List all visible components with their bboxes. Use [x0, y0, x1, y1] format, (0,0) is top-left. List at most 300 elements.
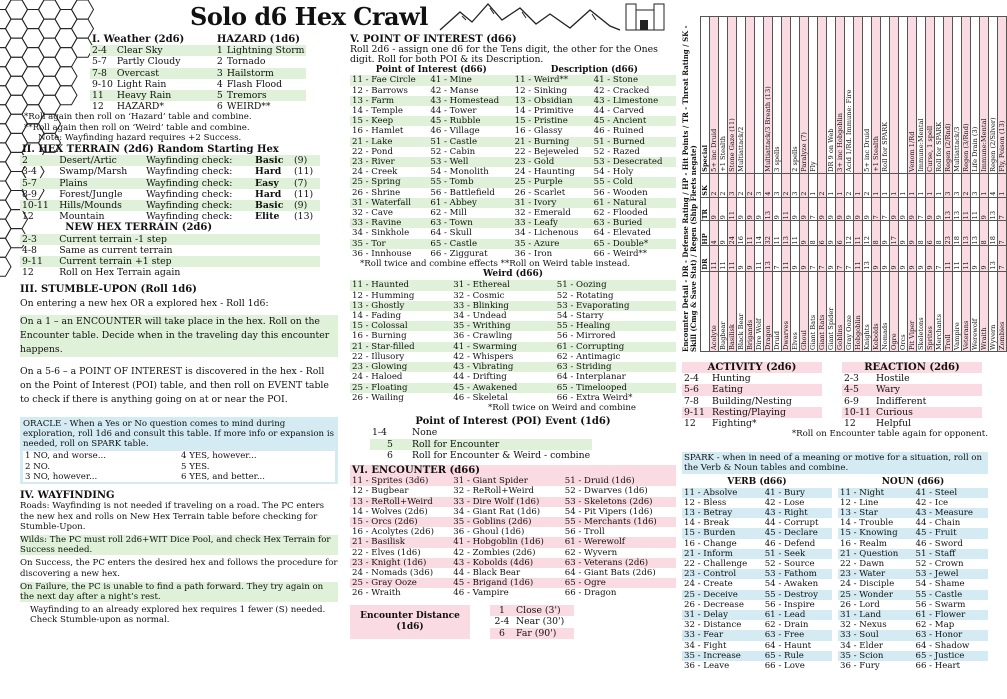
table-cell: 54 - Holy — [593, 167, 634, 178]
table-cell: 65 - Rule — [764, 650, 804, 661]
table-cell: 11 — [728, 197, 737, 221]
table-cell: 61 - Natural — [593, 197, 647, 208]
table-cell: 43 - Limestone — [593, 95, 659, 106]
table-cell: 23 - Water — [840, 569, 886, 580]
table-cell: Gray Ooze — [845, 271, 854, 351]
table-cell: 51 - Staff — [915, 548, 956, 559]
table-cell: 14 - Wolves (2d6) — [352, 506, 428, 517]
hex-cell — [0, 162, 11, 181]
table-row — [854, 17, 863, 352]
table-cell: 11 - Sprites (3d6) — [352, 476, 429, 487]
poi-event-table — [370, 427, 592, 461]
wayfinding-failure: On Failure, the PC is unable to find a path forward. They try again on the next day after a night’s rest. — [20, 582, 338, 602]
table-cell: 11 — [782, 246, 791, 271]
table-cell: 1 — [809, 173, 818, 197]
table-row: 2-3 Hostile — [844, 373, 910, 385]
table-cell: 61 - Lead — [764, 610, 806, 621]
table-cell: 11 — [971, 197, 980, 221]
new-terrain-heading: NEW HEX TERRAIN (2d6) — [65, 222, 213, 234]
table-cell: 2 — [818, 173, 827, 197]
table-row — [682, 508, 832, 518]
table-cell: 65 - Timelooped — [556, 382, 627, 393]
table-cell: 63 - Veterans (2d6) — [564, 557, 649, 568]
table-cell: 11 — [962, 246, 971, 271]
table-cell: Stone Gaze (11) — [728, 17, 737, 174]
table-cell: Immune:Mental — [980, 17, 989, 174]
table-cell: 26 - Wailing — [352, 392, 404, 403]
table-row — [350, 393, 676, 403]
table-header-cell: DR — [701, 246, 710, 271]
table-cell: 35 - Scion — [840, 650, 884, 661]
table-cell: 12 — [863, 221, 872, 246]
table-row — [838, 518, 988, 528]
table-cell: 41 - Mine — [430, 75, 472, 86]
table-cell: 9 — [917, 246, 926, 271]
table-row: 5-7 Partly Cloudy 2 Tornado — [92, 56, 266, 68]
table-row — [350, 588, 676, 598]
table-cell: 55 - Healing — [556, 321, 611, 332]
table-row — [350, 548, 676, 558]
hex-cell — [0, 86, 11, 105]
table-cell: 1 — [827, 173, 836, 197]
table-cell: 16 — [737, 221, 746, 246]
hex-cell — [0, 238, 11, 257]
table-cell: Ogre — [890, 271, 899, 351]
table-cell: 51 - Castle — [430, 136, 478, 147]
table-cell: 64 - Haunt — [764, 640, 812, 651]
table-cell: +1 Stealth — [872, 17, 881, 174]
table-cell: 34 - Undead — [453, 311, 507, 322]
spark-text: SPARK - when in need of a meaning or motive for a situation, roll on the Verb & Noun tables and combine. — [682, 452, 988, 474]
table-cell: 26 - Decrease — [684, 599, 744, 610]
table-cell: 1 — [836, 173, 845, 197]
table-cell: 44 - Drifting — [453, 372, 507, 383]
table-row: 12 Roll on Hex Terrain again — [22, 267, 181, 279]
table-cell: 9 — [746, 246, 755, 271]
table-cell: 52 - Cabin — [430, 146, 476, 157]
table-cell: 2 — [737, 173, 746, 197]
table-cell: 9 — [908, 246, 917, 271]
table-cell: 24 - Nomads (3d6) — [352, 567, 434, 578]
oracle-text: ORACLE - When a Yes or No question comes to mind during exploration, roll 1d6 and consult this table. If more info or expansion is needed, roll on SPARK table. — [23, 418, 334, 450]
table-cell: 24 - Creek — [352, 167, 398, 178]
table-cell: 23 - Control — [684, 569, 737, 580]
table-cell: 51 - Burned — [593, 136, 645, 147]
table-cell: 56 - Swarm — [915, 599, 966, 610]
table-row — [971, 17, 980, 352]
table-cell: 44 - Tower — [430, 106, 477, 117]
table-cell: 1 — [926, 173, 935, 197]
table-row: 6 Roll for Encounter & Weird - combine — [387, 449, 591, 461]
table-cell: 53 - Evaporating — [556, 300, 630, 311]
table-cell: 3 — [755, 173, 764, 197]
table-cell: 62 - Map — [915, 620, 955, 631]
table-cell: 66 - Extra Weird* — [556, 392, 633, 403]
table-cell: 4 — [764, 173, 773, 197]
table-cell: 46 - Ruined — [593, 126, 644, 137]
table-row — [350, 188, 676, 198]
table-header-cell: TR — [701, 197, 710, 221]
table-cell: 13 — [953, 197, 962, 221]
table-cell: 2 — [710, 173, 719, 197]
table-cell: 22 - Elves (1d6) — [352, 547, 421, 558]
table-cell: 12 - Humming — [352, 290, 415, 301]
table-cell: 51 - Oozing — [556, 280, 607, 291]
table-row — [682, 518, 832, 528]
table-cell: 25 - Gray Ooze — [352, 578, 417, 589]
weather-table — [90, 34, 306, 112]
table-row: 5-6 Eating — [682, 384, 822, 395]
poi-event-heading: Point of Interest (POI) Event (1d6) — [415, 416, 611, 428]
table-row — [350, 558, 676, 568]
table-cell: 12 - Barrows — [352, 85, 408, 96]
table-row — [350, 157, 676, 167]
table-row — [350, 372, 676, 382]
table-cell: Regen (2/Silver) — [989, 17, 998, 174]
table-row — [838, 600, 988, 610]
table-cell: 61 - Corrupting — [556, 341, 625, 352]
table-cell: 42 - Zombies (2d6) — [453, 547, 536, 558]
table-cell: 65 - Justice — [915, 650, 965, 661]
table-row — [764, 17, 773, 352]
table-cell: 9 — [755, 197, 764, 221]
table-cell: 11 - Absolve — [684, 487, 738, 498]
table-cell — [899, 17, 908, 174]
table-cell: 12 - Bugbear — [352, 486, 409, 497]
table-row — [350, 137, 676, 147]
table-cell: 5+ inc Druid — [863, 17, 872, 174]
table-cell: 44 - Black Bear — [453, 567, 521, 578]
table-cell: 33 - Leafy — [514, 218, 558, 229]
table-cell: 7 — [917, 197, 926, 221]
table-cell: 7 — [935, 246, 944, 271]
table-cell: 32 — [764, 221, 773, 246]
table-cell — [818, 17, 827, 174]
table-cell: 42 - Whispers — [453, 351, 514, 362]
hex-cell — [0, 257, 11, 276]
hex-cell — [0, 10, 11, 29]
table-cell: Giant Spider — [827, 271, 836, 351]
hazard-heading: HAZARD (1d6) — [216, 34, 300, 45]
table-cell: 7 — [809, 246, 818, 271]
table-row: 4-8 Same as current terrain — [22, 244, 173, 256]
verb-heading: VERB (d66) — [727, 477, 787, 488]
table-cell: 11 — [782, 197, 791, 221]
table-cell: Skeletons — [917, 271, 926, 351]
table-cell: 32 - Nexus — [840, 620, 887, 631]
table-cell: Roll for SPARK — [935, 17, 944, 174]
hex-cell — [0, 29, 11, 48]
table-cell: Pit Viper — [908, 271, 917, 351]
table-row: 9-11 Current terrain +1 step — [20, 256, 320, 267]
encounter-table — [350, 476, 676, 598]
table-cell: 31 - Delay — [684, 610, 729, 621]
table-row — [682, 569, 832, 579]
table-cell: 53 - Well — [430, 157, 469, 168]
table-cell: 41 - Swarming — [453, 341, 518, 352]
table-row — [350, 383, 676, 393]
table-row — [838, 620, 988, 630]
table-cell: 8 — [872, 221, 881, 246]
table-row — [350, 291, 676, 301]
table-row — [682, 559, 832, 569]
table-cell: 26 - Shrine — [352, 187, 401, 198]
table-cell: 9 — [800, 197, 809, 221]
weird-note: *Roll twice on Weird and combine — [487, 402, 636, 413]
table-cell: 3 spells — [773, 17, 782, 174]
wayfinding-explored: Wayfinding to an already explored hex requires 1 fewer (S) needed. Check Stumble-upon as normal. — [30, 605, 326, 626]
table-cell: 66 - Weird** — [593, 248, 648, 259]
table-cell: 55 - Castle — [915, 589, 963, 600]
table-row — [908, 17, 917, 352]
table-row — [890, 17, 899, 352]
table-cell: 41 - Steel — [915, 487, 958, 498]
table-cell: 63 - Buried — [593, 218, 643, 229]
table-cell: 12 — [845, 221, 854, 246]
table-row — [838, 508, 988, 518]
reaction-heading: REACTION (2d6) — [842, 362, 982, 373]
table-cell: 46 - Sword — [915, 538, 963, 549]
table-cell: 36 - Innhouse — [352, 248, 412, 259]
hex-terrain-table — [20, 144, 320, 278]
table-row — [989, 17, 998, 352]
table-row — [926, 17, 935, 352]
table-cell: 61 - Flower — [915, 610, 966, 621]
table-cell: 8 — [917, 221, 926, 246]
table-cell: Multiattack/2 — [737, 17, 746, 174]
table-row — [838, 610, 988, 620]
table-row — [350, 342, 676, 352]
table-cell: 26 - Wraith — [352, 588, 401, 599]
activity-reaction — [682, 362, 988, 439]
table-cell: 8 — [980, 221, 989, 246]
table-cell: 11 — [962, 197, 971, 221]
table-cell: 66 - Dragon — [564, 588, 617, 599]
table-cell: 53 - Jewel — [915, 569, 959, 580]
table-row — [350, 311, 676, 321]
hex-cell — [0, 124, 11, 143]
table-cell: 7 — [773, 246, 782, 271]
table-cell: 23 - Gold — [514, 157, 555, 168]
terrain-heading: II. HEX TERRAIN (2d6) Random Starting Hex — [22, 144, 279, 156]
table-cell: 64 - Shadow — [915, 640, 970, 651]
column-left — [20, 34, 338, 626]
table-cell: 22 - Dawn — [840, 559, 885, 570]
table-cell: Fly — [809, 17, 818, 174]
table-cell: 54 - Awaken — [764, 579, 819, 590]
table-cell: 16 - Change — [684, 538, 737, 549]
table-cell: 9 — [881, 221, 890, 246]
table-cell: 55 - Tomb — [430, 177, 474, 188]
table-cell: 42 - Lose — [764, 497, 805, 508]
table-cell: 2 — [782, 173, 791, 197]
table-cell: 25 - Spring — [352, 177, 401, 188]
table-cell: 3 — [953, 173, 962, 197]
table-cell: 2 — [746, 173, 755, 197]
table-cell: 11 — [755, 246, 764, 271]
table-row: 5 Roll for Encounter — [370, 439, 592, 450]
table-cell: 26 - Scarlet — [514, 187, 566, 198]
activity-table — [682, 362, 822, 429]
table-cell: Fly, Poison (13) — [998, 17, 1007, 174]
table-cell: 54 - Starry — [556, 311, 604, 322]
table-cell: 11 — [719, 246, 728, 271]
verb-table — [682, 477, 832, 671]
table-cell: 34 - Fight — [684, 640, 727, 651]
table-cell: Ghoul — [800, 271, 809, 351]
table-cell: 62 - Flooded — [593, 208, 649, 219]
hex-cell — [0, 67, 11, 86]
table-row — [782, 17, 791, 352]
column-middle — [350, 34, 676, 639]
table-cell: 16 - Hamlet — [352, 126, 404, 137]
table-cell: 9 — [926, 197, 935, 221]
table-row — [838, 539, 988, 549]
table-cell: 36 - Ghoul (1d6) — [453, 527, 525, 538]
table-cell: 21 - Question — [840, 548, 899, 559]
table-cell: 15 - Burden — [684, 528, 736, 539]
table-cell: 41 - Hobgoblin (1d6) — [453, 537, 544, 548]
table-cell: 54 - Monolith — [430, 167, 489, 178]
table-row: 9-10 Light Rain 4 Flash Flood — [92, 78, 283, 90]
wayfinding-heading: IV. WAYFINDING — [20, 490, 115, 502]
table-cell: 13 — [863, 246, 872, 271]
table-row — [818, 17, 827, 352]
table-cell: 45 - Brigand (1d6) — [453, 578, 534, 589]
table-cell: 63 - Free — [764, 630, 805, 641]
table-row — [350, 507, 676, 517]
table-row — [350, 362, 676, 372]
table-cell: 9 — [773, 197, 782, 221]
table-cell: 51 - Seek — [764, 548, 806, 559]
table-header-cell: HP — [701, 221, 710, 246]
table-cell: 9 — [890, 246, 899, 271]
table-cell: 64 - Elevated — [593, 228, 652, 239]
table-row — [719, 17, 728, 352]
table-cell: 9 — [737, 246, 746, 271]
wayfinding-roads: Roads: Wayfinding is not needed if traveling on a road. The PC enters the new hex and rolls on New Hex Terrain table before checking for Stumble-Upon. — [20, 501, 325, 532]
table-row — [682, 528, 832, 538]
table-cell: 34 - Elder — [840, 640, 884, 651]
table-cell: 9 — [872, 246, 881, 271]
table-row — [737, 17, 746, 352]
table-cell: 14 - Primitive — [514, 106, 574, 117]
table-cell: Zombies — [998, 271, 1007, 351]
table-cell: Dire Wolf — [755, 271, 764, 351]
table-row — [838, 590, 988, 600]
table-cell: 31 - Ethereal — [453, 280, 511, 291]
table-cell: 23 - Knight (1d6) — [352, 557, 427, 568]
table-row: 12 Fighting* — [684, 418, 757, 430]
table-row — [350, 75, 676, 85]
table-cell: Giant Bats — [809, 271, 818, 351]
table-cell: 25 - Purple — [514, 177, 563, 188]
table-row — [682, 600, 832, 610]
table-cell: 62 - Drain — [764, 620, 809, 631]
table-cell: 8 — [809, 221, 818, 246]
table-row: 1-4 None — [372, 427, 438, 439]
stumble-poi-text: On a 5-6 – a POINT OF INTEREST is discovered in the hex - Roll on the Point of Interest (POI) table, and then roll on EVENT table to check if there is anything going on at or near the POI. — [20, 365, 329, 405]
table-cell — [854, 17, 863, 174]
table-cell: 41 - Stone — [593, 75, 639, 86]
table-cell: 9 — [908, 197, 917, 221]
table-cell: 11 - Weird** — [514, 75, 569, 86]
table-row: 11 Heavy Rain 5 Tremors — [90, 90, 306, 101]
table-row — [710, 17, 719, 352]
table-cell: 15 - Colossal — [352, 321, 408, 332]
table-header-row — [701, 17, 710, 352]
table-cell: 1 — [908, 173, 917, 197]
table-cell: 15 - Pristine — [514, 116, 568, 127]
table-row: 2-4 Hunting — [684, 373, 751, 385]
hex-cell — [0, 143, 11, 162]
table-cell: 9 — [719, 221, 728, 246]
wayfinding-wilds: Wilds: The PC must roll 2d6+WIT Dice Pool, and check Hex Terrain for Success needed. — [20, 535, 338, 555]
table-cell: 4 — [989, 173, 998, 197]
table-row — [350, 497, 676, 507]
table-row — [838, 630, 988, 640]
table-cell: 13 - Obsidian — [514, 95, 573, 106]
table-cell: 32 - Distance — [684, 620, 742, 631]
encounter-detail-caption: Encounter Detail - DR - Defense Rating / HP - Hit Points / TR - Threat Rating / SK - Skill (Cmg & Save Stat) / Regen (Ship Fleets negate) — [681, 25, 698, 352]
table-cell: Nomads — [881, 271, 890, 351]
reaction-note: *Roll on Encounter table again for opponent. — [791, 429, 988, 440]
table-cell: 13 - ReRoll+Weird — [352, 496, 433, 507]
table-cell: 45 - Declare — [764, 528, 818, 539]
table-cell: 9 — [827, 246, 836, 271]
table-cell: 8 — [935, 221, 944, 246]
table-row — [350, 301, 676, 311]
table-cell: 1 — [998, 173, 1007, 197]
table-row — [682, 549, 832, 559]
table-cell: 7 — [998, 221, 1007, 246]
table-row — [682, 610, 832, 620]
table-cell: 9 — [980, 197, 989, 221]
table-cell: 33 - Blinking — [453, 300, 509, 311]
table-row: 2 NO. 5 YES. — [25, 461, 210, 472]
wayfinding-success: On Success, the PC enters the desired hex and follows the procedure for discovering a new hex. — [20, 558, 338, 579]
table-cell: 46 - Defend — [764, 538, 816, 549]
table-cell: Acolyte — [710, 271, 719, 351]
table-cell: 9 — [827, 221, 836, 246]
table-cell: 31 - Land — [840, 610, 882, 621]
table-cell: 56 - Wooden — [593, 187, 648, 198]
table-row — [838, 651, 988, 661]
table-row: 2 Desert/Artic Wayfinding check: Basic (9) — [20, 155, 320, 166]
encounter-heading: VI. ENCOUNTER (d66) — [350, 465, 676, 476]
stumble-encounter-text: On a 1 – an ENCOUNTER will take place in the hex. Roll on the Encounter table. Decide when in the traveling day this encounter happens. — [20, 315, 338, 357]
table-row: 1 NO, and worse... 4 YES, however... — [25, 451, 257, 462]
table-cell: 14 - Break — [684, 518, 730, 529]
table-cell: Paralyze (7) — [800, 17, 809, 174]
table-cell: Dragon — [764, 271, 773, 351]
hex-cell — [72, 0, 94, 19]
table-cell: 65 - Castle — [430, 238, 478, 249]
table-row: 10-11 Hills/Mounds Wayfinding check: Basic (9) — [20, 200, 320, 211]
table-row — [845, 17, 854, 352]
noun-heading: NOUN (d66) — [881, 477, 945, 488]
table-cell: 15 - Orcs (2d6) — [352, 516, 418, 527]
hex-cell — [0, 48, 11, 67]
table-cell: 33 - Dire Wolf (1d6) — [453, 496, 540, 507]
table-row — [350, 208, 676, 218]
table-cell: 65 - Ogre — [564, 578, 606, 589]
table-cell: Kobolds — [872, 271, 881, 351]
table-cell: 9 — [935, 197, 944, 221]
table-row — [350, 476, 676, 486]
table-cell: 24 - Disciple — [840, 579, 895, 590]
table-cell: 42 - Cracked — [593, 85, 650, 96]
